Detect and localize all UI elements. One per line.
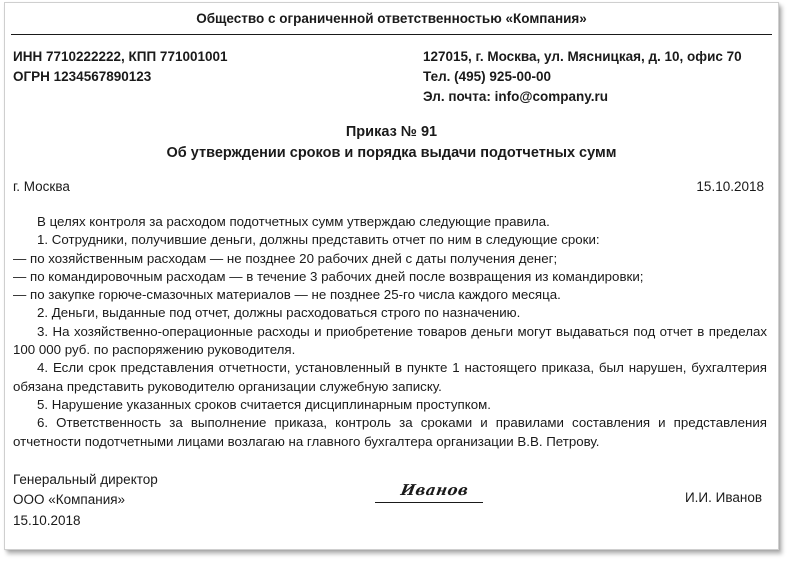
body-item-1-dash-2: — по командировочным расходам — в течение 3 рабочих дней после возвращения из командировки; [13,268,644,284]
company-contacts [423,47,742,107]
body-item-4: 4. Если срок представления отчетности, установленный в пункте 1 настоящего приказа, был нарушен, бухгалтерия обязана представить руководителю организации служебную записку. [13,360,767,394]
order-date: 15.10.2018 [696,179,764,194]
body-item-3: 3. На хозяйственно-операционные расходы и приобретение товаров деньги могут выдаваться под отчет в пределах 100 000 руб. по распоряжению руководителя. [13,323,767,358]
handwritten-signature: Иванов [399,481,471,499]
signatory-company: ООО «Компания» [13,492,126,507]
body-item-6: 6. Ответственность за выполнение приказа, контроль за сроками и правилами составления и представления отчетности подотчетными лицами возлагаю на главного бухгалтера организации В.В. Петрову. [13,415,767,449]
body-item-1: 1. Сотрудники, получившие деньги, должны представить отчет по ним в следующие сроки: [37,232,600,248]
company-name: Общество с ограниченной ответственностью «Компания» [196,11,587,26]
address: 127015, г. Москва, ул. Мясницкая, д. 10, офис 70 [423,49,742,64]
body-item-2: 2. Деньги, выданные под отчет, должны расходоваться строго по назначению. [37,305,521,321]
body-item-5: 5. Нарушение указанных сроков считается дисциплинарным проступком. [37,396,491,412]
company-requisites [13,47,228,87]
order-place: г. Москва [13,179,70,194]
body-intro: В целях контроля за расходом подотчетных сумм утверждаю следующие правила. [37,214,550,229]
phone: Тел. (495) 925-00-00 [423,69,551,84]
signatory-name: И.И. Иванов [684,490,762,505]
order-number: Приказ № 91 [345,124,438,140]
signatory-title: Генеральный директор [13,472,158,487]
order-body [13,213,767,451]
ogrn: ОГРН 1234567890123 [13,69,152,84]
signatory-position [13,470,158,510]
document-page [4,2,779,550]
inn-kpp: ИНН 7710222222, КПП 771001001 [13,49,228,64]
order-heading [5,122,778,164]
email: Эл. почта: info@company.ru [423,89,609,104]
order-title: Об утверждении сроков и порядка выдачи подотчетных сумм [166,145,617,161]
signature-date: 15.10.2018 [13,513,81,528]
body-item-1-dash-3: — по закупке горюче-смазочных материалов — не позднее 25-го числа каждого месяца. [13,287,561,303]
header-divider [11,34,772,35]
body-item-1-dash-1: — по хозяйственным расходам — не позднее 20 рабочих дней с даты получения денег; [13,250,558,266]
